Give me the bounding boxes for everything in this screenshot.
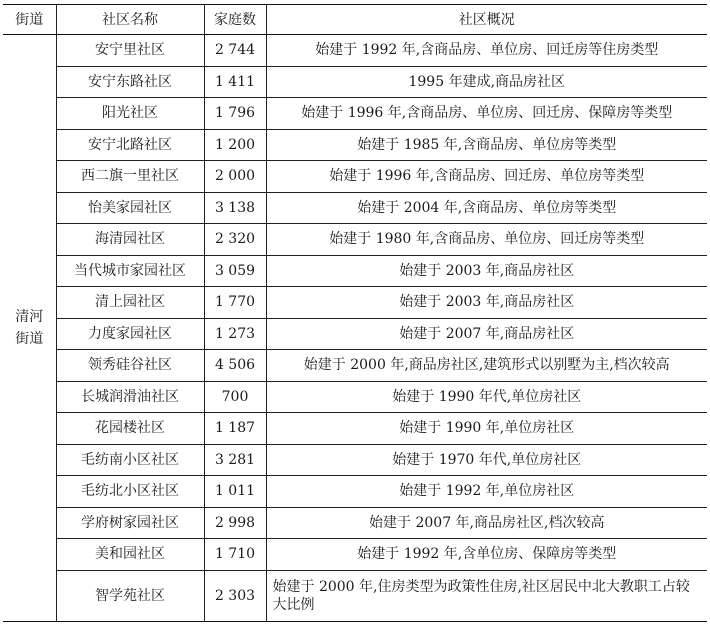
table-row: [3, 161, 707, 193]
community-name: 毛纺北小区社区: [56, 476, 204, 508]
community-name: 美和园社区: [56, 539, 204, 571]
header-overview: 社区概况: [266, 5, 707, 35]
household-count: 2 320: [204, 224, 266, 256]
household-count: 1 200: [204, 129, 266, 161]
table-row: [3, 66, 707, 98]
community-name: 力度家园社区: [56, 318, 204, 350]
table-row: [3, 570, 707, 621]
household-count: 2 744: [204, 35, 266, 67]
header-households: 家庭数: [204, 5, 266, 35]
table-row: [3, 381, 707, 413]
table-row: [3, 35, 707, 67]
community-name: 学府树家园社区: [56, 507, 204, 539]
community-name: 海清园社区: [56, 224, 204, 256]
table-row: [3, 413, 707, 445]
community-overview: 始建于 1985 年,含商品房、单位房等类型: [266, 129, 707, 161]
community-name: 安宁北路社区: [56, 129, 204, 161]
community-overview: 始建于 1996 年,含商品房、回迁房、单位房等类型: [266, 161, 707, 193]
household-count: 2 998: [204, 507, 266, 539]
header-community-name: 社区名称: [56, 5, 204, 35]
community-overview: 始建于 1990 年,单位房社区: [266, 413, 707, 445]
community-name: 智学苑社区: [56, 570, 204, 621]
community-name: 长城润滑油社区: [56, 381, 204, 413]
community-name: 西二旗一里社区: [56, 161, 204, 193]
table-row: [3, 539, 707, 571]
household-count: 1 710: [204, 539, 266, 571]
street-cell: [3, 35, 56, 622]
community-name: 领秀硅谷社区: [56, 350, 204, 382]
community-name: 花园楼社区: [56, 413, 204, 445]
community-name: 阳光社区: [56, 98, 204, 130]
table-row: [3, 350, 707, 382]
household-count: 1 770: [204, 287, 266, 319]
table-row: [3, 476, 707, 508]
household-count: 1 796: [204, 98, 266, 130]
household-count: 2 000: [204, 161, 266, 193]
community-overview: 始建于 1992 年,含商品房、单位房、回迁房等住房类型: [266, 35, 707, 67]
table-row: [3, 444, 707, 476]
community-name: 清上园社区: [56, 287, 204, 319]
household-count: 1 011: [204, 476, 266, 508]
community-overview: 始建于 1990 年代,单位房社区: [266, 381, 707, 413]
household-count: 1 187: [204, 413, 266, 445]
household-count: 1 411: [204, 66, 266, 98]
community-overview: 始建于 2007 年,商品房社区,档次较高: [266, 507, 707, 539]
community-overview: 始建于 1992 年,含单位房、保障房等类型: [266, 539, 707, 571]
table-row: [3, 318, 707, 350]
community-name: 怡美家园社区: [56, 192, 204, 224]
community-overview: 1995 年建成,商品房社区: [266, 66, 707, 98]
table-row: [3, 129, 707, 161]
table-row: [3, 255, 707, 287]
community-overview: 始建于 1970 年代,单位房社区: [266, 444, 707, 476]
household-count: 2 303: [204, 570, 266, 621]
community-overview: 始建于 2003 年,商品房社区: [266, 255, 707, 287]
household-count: 4 506: [204, 350, 266, 382]
header-street: 街道: [3, 5, 56, 35]
community-name: 安宁东路社区: [56, 66, 204, 98]
table-row: [3, 287, 707, 319]
community-name: 当代城市家园社区: [56, 255, 204, 287]
table-header-row: [3, 5, 707, 35]
community-overview: 始建于 2004 年,含商品房、单位房等类型: [266, 192, 707, 224]
community-table: [3, 4, 707, 622]
community-overview: 始建于 2003 年,商品房社区: [266, 287, 707, 319]
community-overview: 始建于 2000 年,住房类型为政策性住房,社区居民中北大教职工占较大比例: [266, 570, 707, 621]
community-overview: 始建于 2007 年,商品房社区: [266, 318, 707, 350]
community-name: 毛纺南小区社区: [56, 444, 204, 476]
household-count: 3 281: [204, 444, 266, 476]
community-overview: 始建于 1992 年,单位房社区: [266, 476, 707, 508]
household-count: 3 059: [204, 255, 266, 287]
household-count: 700: [204, 381, 266, 413]
table-row: [3, 507, 707, 539]
community-overview: 始建于 1980 年,含商品房、单位房、回迁房等类型: [266, 224, 707, 256]
street-name: 清河街道: [15, 308, 44, 347]
table-row: [3, 192, 707, 224]
community-overview: 始建于 2000 年,商品房社区,建筑形式以别墅为主,档次较高: [266, 350, 707, 382]
table-row: [3, 224, 707, 256]
community-name: 安宁里社区: [56, 35, 204, 67]
table-row: [3, 98, 707, 130]
household-count: 1 273: [204, 318, 266, 350]
household-count: 3 138: [204, 192, 266, 224]
community-overview: 始建于 1996 年,含商品房、单位房、回迁房、保障房等类型: [266, 98, 707, 130]
